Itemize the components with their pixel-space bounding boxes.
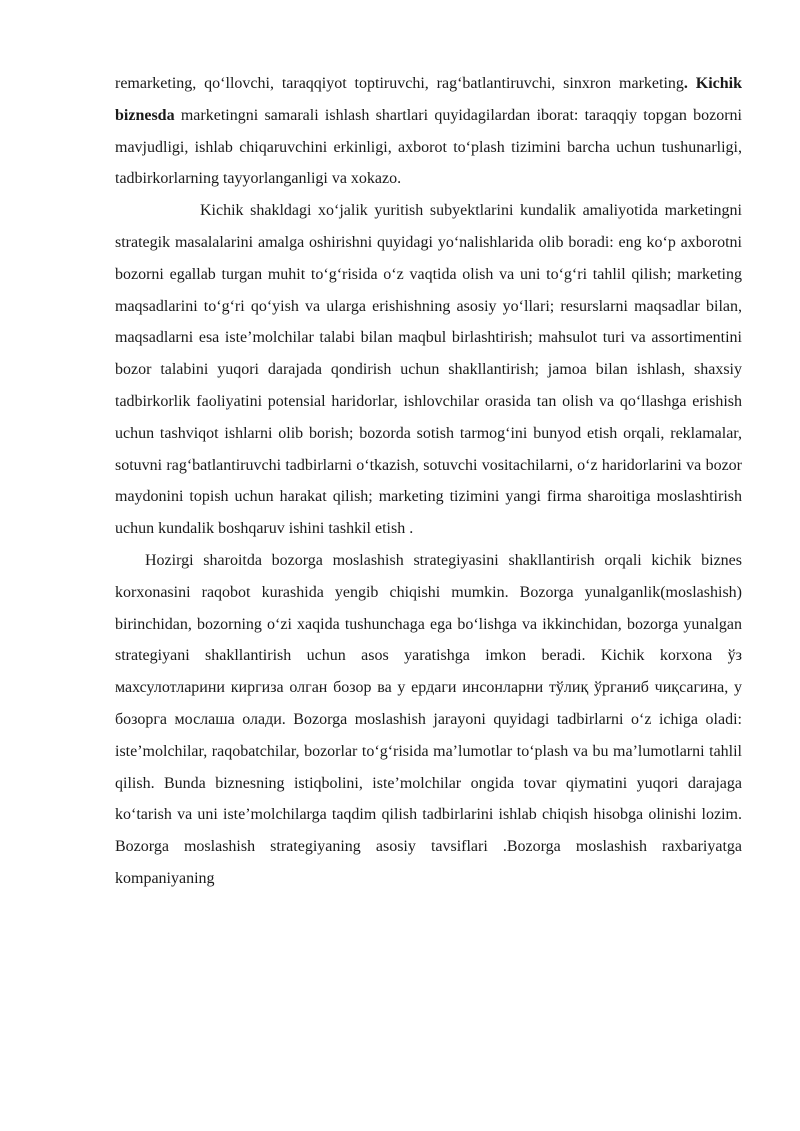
paragraph-1-bold-term: . Kichik biznesda [115, 75, 743, 124]
paragraph-1 [115, 68, 742, 195]
paragraph-3: Hozirgi sharoitda bozorga moslashish strategiyasini shakllantirish orqali kichik biznes korxonasini raqobot kurashida yengib chiqishi mumkin. Bozorga yunalganlik(moslashish) birinchidan, bozorning o‘zi xaqida tushunchaga ega bo‘lishga va ikkinchidan, bozorga yunalgan strategiyani shakllantirish uchun asos yaratishga imkon beradi. Kichik korxona ўз махсулотларини киргиза олган бозор ва у ердаги инсонларни тўлиқ ўрганиб чиқсагина, у бозорга мослаша олади. Bozorga moslashish jarayoni quyidagi tadbirlarni o‘z ichiga oladi: iste’molchilar, raqobatchilar, bozorlar to‘g‘risida ma’lumotlar to‘plash va bu ma’lumotlarni tahlil qilish. Bunda biznesning istiqbolini, iste’molchilar ongida tovar qiymatini yuqori darajaga ko‘tarish va uni iste’molchilarga taqdim qilish tadbirlarini ishlab chiqish hisobga olinishi lozim. Bozorga moslashish strategiyaning asosiy tavsiflari .Bozorga moslashish raxbariyatga kompaniyaning [115, 551, 742, 887]
document-page [115, 68, 742, 895]
paragraph-1-text-start: remarketing, qo‘llovchi, taraqqiyot toptiruvchi, rag‘batlantiruvchi, sinxron marketing [115, 75, 684, 92]
paragraph-2: Kichik shakldagi xo‘jalik yuritish subyektlarini kundalik amaliyotida marketingni strategik masalalarini amalga oshirishni quyidagi yo‘nalishlarida olib boradi: eng ko‘p axborotni bozorni egallab turgan muhit to‘g‘risida o‘z vaqtida olish va uni to‘g‘ri tahlil qilish; marketing maqsadlarini to‘g‘ri qo‘yish va ularga erishishning asosiy yo‘llari; resurslarni maqsadlar bilan, maqsadlarni esa iste’molchilar talabi bilan maqbul birlashtirish; mahsulot turi va assortimentini bozor talabini yuqori darajada qondirish uchun shakllantirish; jamoa bilan ishlash, shaxsiy tadbirkorlik faoliyatini potensial haridorlar, ishlovchilar orasida tan olish va qo‘llashga erishish uchun tashviqot ishlarni olib borish; bozorda sotish tarmog‘ini bunyod etish orqali, reklamalar, sotuvni rag‘batlantiruvchi tadbirlarni o‘tkazish, sotuvchi vositachilarni, o‘z haridorlarini va bozor maydonini topish uchun harakat qilish; marketing tizimini yangi firma sharoitiga moslashtirish uchun kundalik boshqaruv ishini tashkil etish . [115, 202, 742, 538]
paragraph-1-text-end: marketingni samarali ishlash shartlari quyidagilardan iborat: taraqqiy topgan bozorni mavjudligi, ishlab chiqaruvchini erkinligi, axborot to‘plash tizimini barcha uchun tushunarligi, tadbirkorlarning tayyorlanganligi va xokazo. [115, 106, 742, 188]
